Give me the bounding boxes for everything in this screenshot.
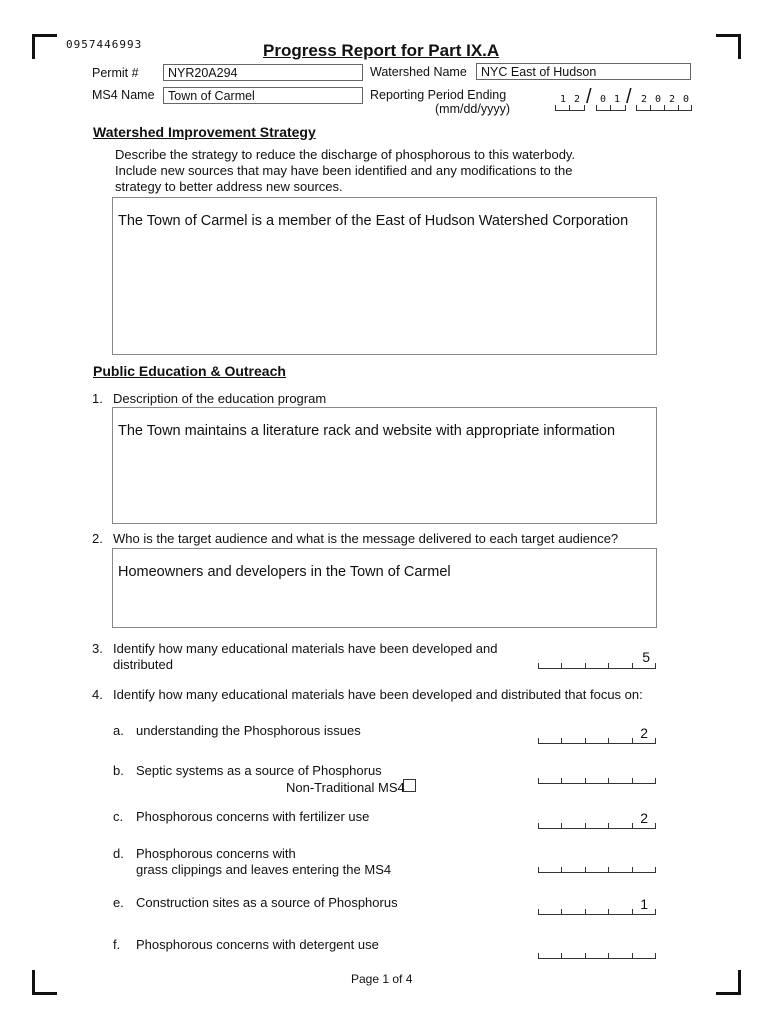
q4b-text: Septic systems as a source of Phosphorus [136,763,382,778]
q1-text: Description of the education program [113,391,327,406]
q4c-text: Phosphorous concerns with fertilizer use [136,809,370,824]
period-format: (mm/dd/yyyy) [435,102,510,116]
date-digit: 2 [574,94,581,105]
q4e-letter: e. [113,895,124,910]
date-slash: / [626,86,632,108]
q1-answer-box[interactable]: The Town maintains a literature rack and website with appropriate information [112,407,657,524]
count-comb [538,952,656,959]
wis-instructions: Describe the strategy to reduce the discharge of phosphorous to this waterbody. Include new sources that may have been identified and any modifications to the strategy to better address new sources. [115,147,576,194]
form-id: 0957446993 [66,38,143,51]
section-watershed-improvement-strategy: Watershed Improvement Strategy [93,124,316,140]
count-comb [538,777,656,784]
q4b-sub-label: Non-Traditional MS4 [286,780,405,795]
q2-text: Who is the target audience and what is the message delivered to each target audience? [113,531,619,546]
watershed-label: Watershed Name [370,65,467,79]
registration-mark-bottom-right [716,970,741,995]
date-digit: 1 [614,94,621,105]
q4d-text: Phosphorous concerns with [136,846,296,861]
date-digit: 1 [560,94,567,105]
count-comb [538,737,656,744]
period-label: Reporting Period Ending [370,88,507,102]
page-title: Progress Report for Part IX.A [263,41,500,60]
q4-number: 4. [92,687,103,702]
q4a-count-value: 2 [640,725,648,741]
q4c-letter: c. [113,809,124,824]
date-comb-yyyy [636,104,692,111]
q3-text: Identify how many educational materials have been developed and distributed [113,641,498,672]
page-number: Page 1 of 4 [351,972,413,986]
q2-answer-box[interactable]: Homeowners and developers in the Town of Carmel [112,548,657,628]
q3-count-value: 5 [642,649,650,665]
q2-number: 2. [92,531,103,546]
date-slash: / [586,86,592,108]
section-public-education: Public Education & Outreach [93,363,286,379]
permit-label: Permit # [92,66,139,80]
watershed-field[interactable]: NYC East of Hudson [476,63,691,80]
count-comb [538,822,656,829]
count-comb [538,866,656,873]
q4a-text: understanding the Phosphorous issues [136,723,361,738]
q4e-text: Construction sites as a source of Phosphorus [136,895,398,910]
date-digit: 0 [683,94,690,105]
q4f-text: Phosphorous concerns with detergent use [136,937,379,952]
q1-number: 1. [92,391,103,406]
date-comb-dd [596,104,626,111]
q4b-letter: b. [113,763,124,778]
date-digit: 2 [669,94,676,105]
q3-number: 3. [92,641,103,656]
q4e-count-value: 1 [640,896,648,912]
registration-mark-top-left [32,34,57,59]
q4-text: Identify how many educational materials have been developed and distributed that focus on: [113,687,643,702]
q4c-count-value: 2 [640,810,648,826]
wis-answer-box[interactable]: The Town of Carmel is a member of the East of Hudson Watershed Corporation [112,197,657,355]
permit-field[interactable]: NYR20A294 [163,64,363,81]
registration-mark-bottom-left [32,970,57,995]
q4d-text-line2: grass clippings and leaves entering the MS4 [136,862,392,877]
q4a-letter: a. [113,723,124,738]
ms4-field[interactable]: Town of Carmel [163,87,363,104]
date-comb-mm [555,104,585,111]
count-comb [538,662,656,669]
registration-mark-top-right [716,34,741,59]
date-digit: 2 [641,94,648,105]
ms4-label: MS4 Name [92,88,155,102]
non-traditional-ms4-checkbox[interactable] [403,779,416,792]
date-digit: 0 [600,94,607,105]
date-digit: 0 [655,94,662,105]
count-comb [538,908,656,915]
q4d-letter: d. [113,846,124,861]
q4f-letter: f. [113,937,121,952]
